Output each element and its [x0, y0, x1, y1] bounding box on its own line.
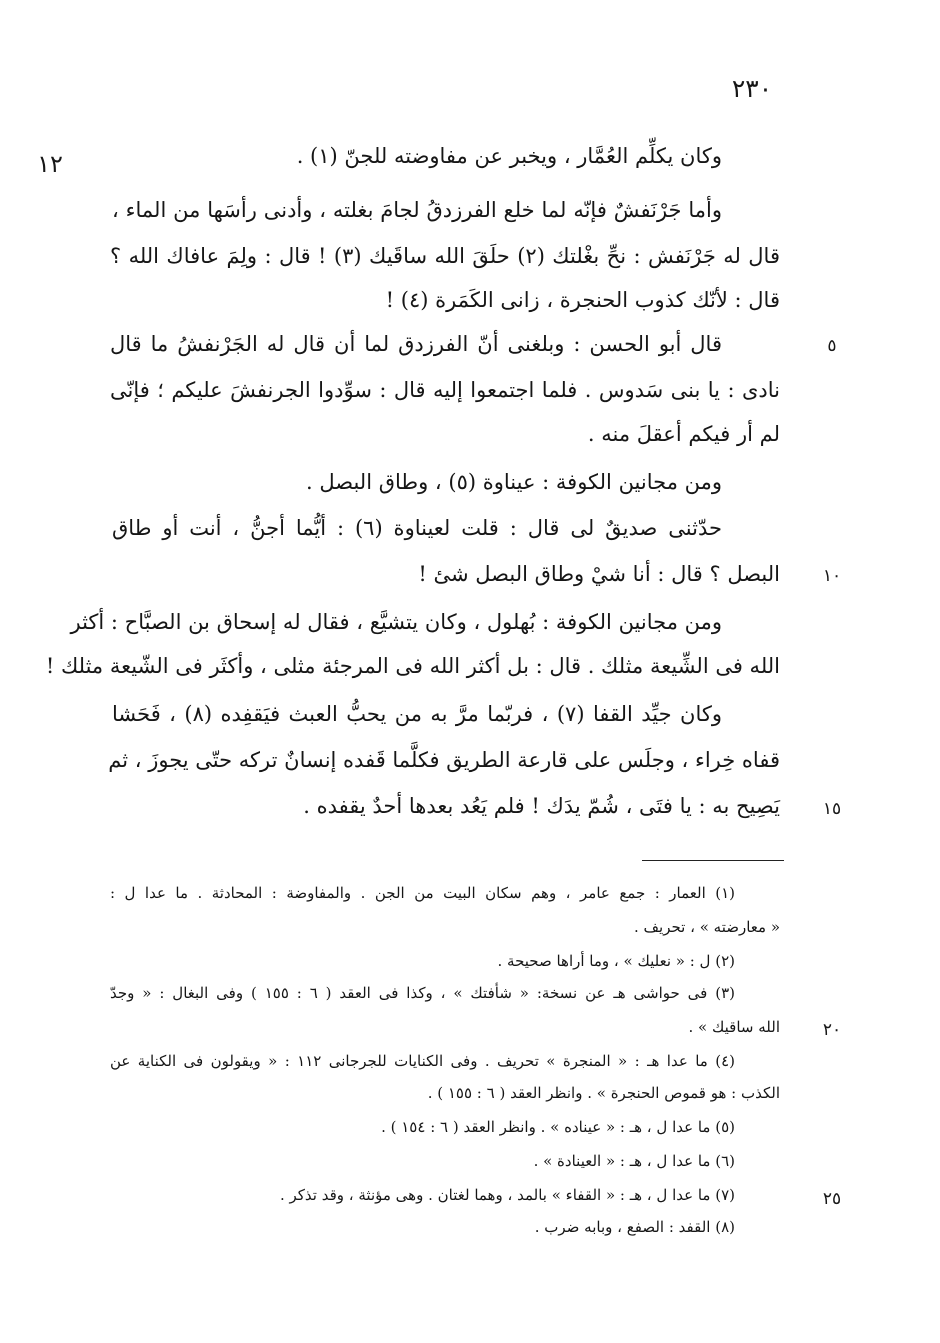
body-line: وكان جيِّد القفا (٧) ، فربّما مرَّ به من يحبُّ العبث فيَقفِده (٨) ، فَحَشا [112, 702, 722, 726]
footnote-line: (٧) ما عدا ل ، هـ : « القفاء » بالمد ، وهما لغتان . وهى مؤنثة ، وقد تذكر . [279, 1186, 735, 1204]
footnote-line: (٢) ل : « نعليك » ، وما أراها صحيحة . [497, 952, 735, 970]
page-number: ٢٣٠ [731, 74, 773, 103]
body-line: قال له جَرْنَفش : نحِّ بغْلتك (٢) حلَقَ الله ساقَيك (٣) ! قال : ولِمَ عافاك الله ؟ [110, 244, 780, 268]
body-line: ومن مجانين الكوفة : بُهلول ، وكان يتشيَّع ، فقال له إسحاق بن الصبَّاح : أكثر [70, 610, 722, 634]
footnote-line: (٨) القفد : الصفع ، وبابه ضرب . [534, 1218, 735, 1236]
footnote-line: (٤) ما عدا هـ : « المنجرة » تحريف . وفى الكنايات للجرجانى ١١٢ : « ويقولون فى الكناية عن [110, 1052, 735, 1070]
footnote-line: (٥) ما عدا ل ، هـ : « عيناده » . وانظر العقد ( ٦ : ١٥٤ ) . [381, 1118, 735, 1136]
line-number-20: ٢٠ [822, 1020, 842, 1040]
footnote-line: الله ساقيك » . [688, 1018, 780, 1036]
body-line: قال : لأنّك كذوب الحنجرة ، زانى الكَمَرة (٤) ! [385, 288, 780, 312]
footnote-line: الكذب : هو قموص الحنجرة » . وانظر العقد ( ٦ : ١٥٥ ) . [427, 1084, 780, 1102]
body-line: الله فى الشِّيعة مثلك . قال : بل أكثر الله فى المرجئة مثلى ، وأكثَر فى الشّيعة مثلك ! [45, 654, 780, 678]
footnote-line: (١) العمار : جمع عامر ، وهم سكان البيت من الجن . والمفاوضة : المحادثة . ما عدا ل : [110, 884, 735, 902]
margin-number-top: ١٢ [37, 150, 63, 178]
footnote-line: (٦) ما عدا ل ، هـ : « العينادة » . [533, 1152, 735, 1170]
body-line: وأما جَرْنَفشٌ فإنّه لما خلع الفرزدقُ لجامَ بغلته ، وأدنى رأسَها من الماء ، [112, 198, 722, 222]
body-line: البصل ؟ قال : أنا شيْ وطاق البصل شئ ! [418, 562, 780, 586]
body-line: ومن مجانين الكوفة : عيناوة (٥) ، وطاق البصل . [306, 470, 722, 494]
body-line: حدّثنى صديقٌ لى قال : قلت لعيناوة (٦) : أيُّما أجنُّ ، أنت أو طاق [112, 516, 722, 540]
line-number-25: ٢٥ [822, 1189, 842, 1209]
line-number-10: ١٠ [822, 566, 842, 586]
line-number-15: ١٥ [822, 799, 842, 819]
footnote-separator [642, 860, 784, 861]
footnote-line: (٣) فى حواشى هـ عن نسخة: « شأفتك » ، وكذا فى العقد ( ٦ : ١٥٥ ) وفى البغال : « وجدّ [110, 984, 736, 1002]
body-line: قفاه خِراء ، وجلَس على قارعة الطريق فكلَّما قَفده إنسانٌ تركه حتّى يجوزَ ، ثم [108, 748, 780, 772]
body-line: لم أر فيكم أعقلَ منه . [587, 422, 780, 446]
body-line: وكان يكلِّم العُمَّار ، ويخبر عن مفاوضته للجنّ (١) . [296, 144, 722, 168]
line-number-5: ٥ [827, 336, 837, 356]
body-line: يَصِيح به : يا فتَى ، شُمّ يدَك ! فلم يَعُد بعدها أحدٌ يقفده . [303, 794, 780, 818]
body-line: نادى : يا بنى سَدوس . فلما اجتمعوا إليه قال : سوِّدوا الجرنفشَ عليكم ؛ فإنّى [110, 378, 780, 402]
footnote-line: « معارضته » ، تحريف . [633, 918, 780, 936]
body-line: قال أبو الحسن : وبلغنى أنّ الفرزدق لما أن قال له الجَرْنفشُ ما قال [110, 332, 722, 356]
